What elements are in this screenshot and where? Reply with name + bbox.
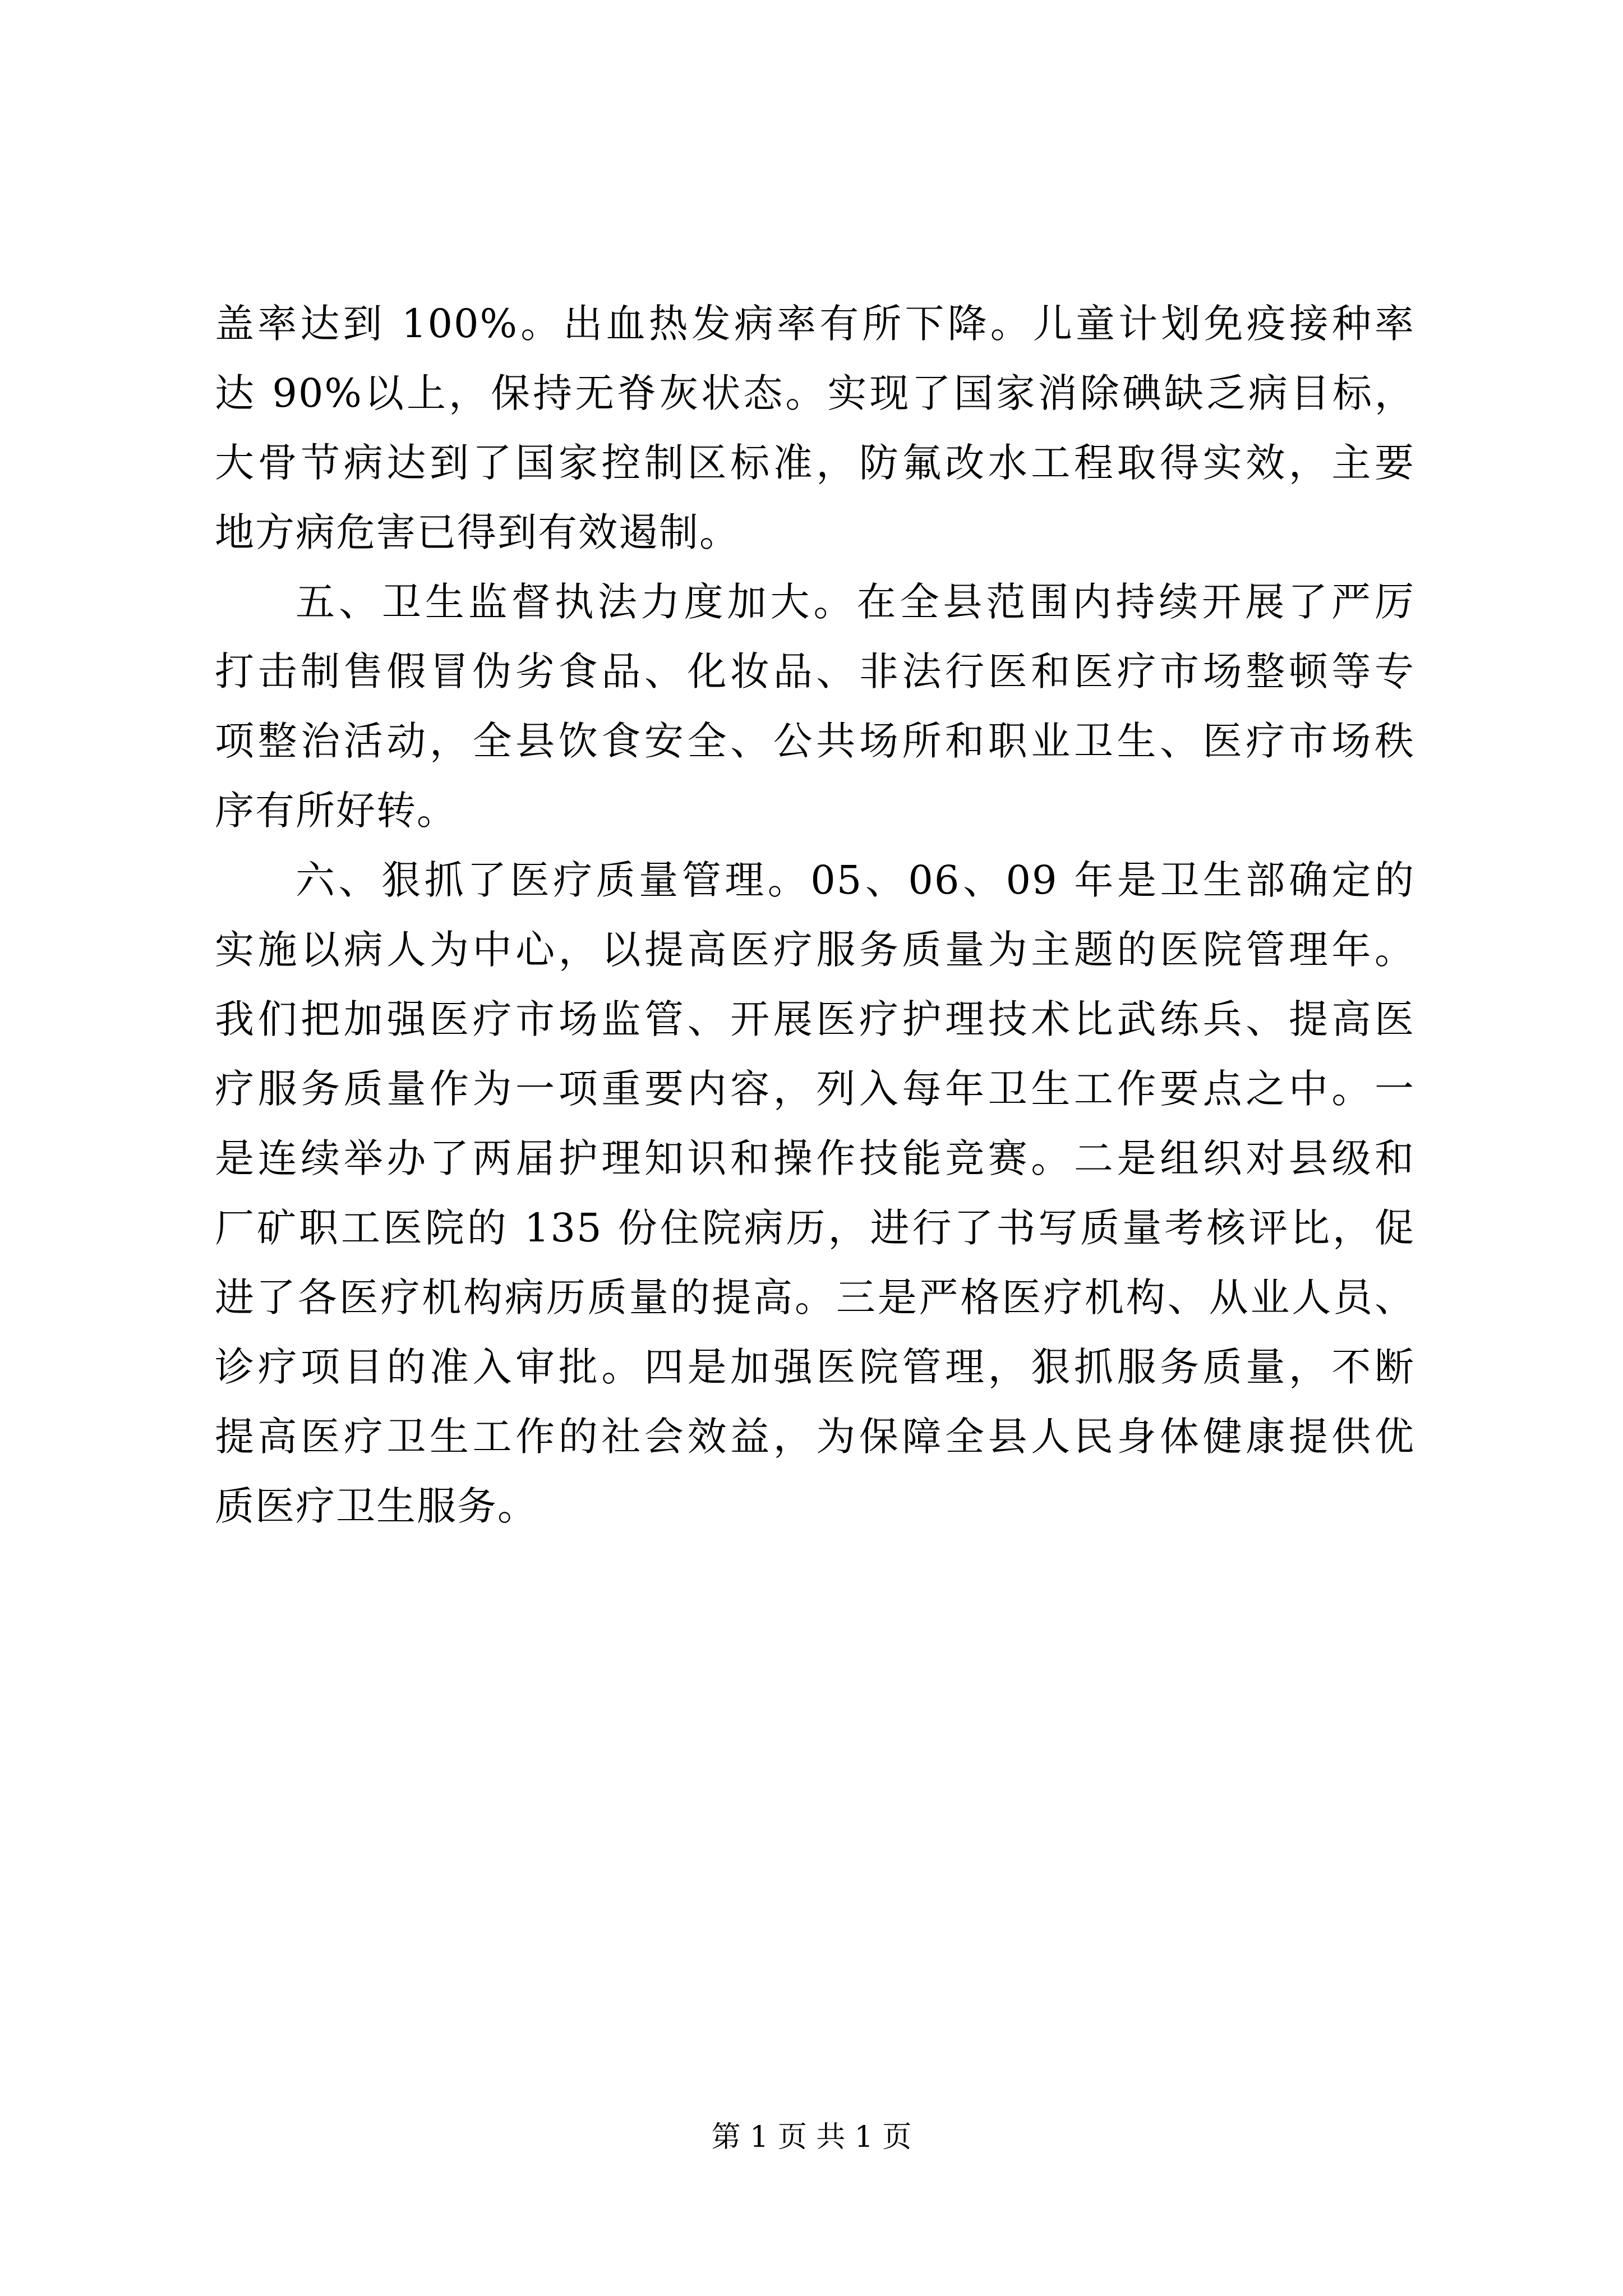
text-line: 盖率达到 100%。出血热发病率有所下降。儿童计划免疫接种率	[215, 301, 1415, 347]
text-line: 地方病危害已得到有效遏制。	[215, 509, 740, 555]
text-line: 提高医疗卫生工作的社会效益，为保障全县人民身体健康提供优	[215, 1414, 1415, 1460]
text-line: 序有所好转。	[215, 788, 457, 834]
text-line: 我们把加强医疗市场监管、开展医疗护理技术比武练兵、提高医	[215, 996, 1415, 1042]
text-line: 诊疗项目的准入审批。四是加强医院管理，狠抓服务质量，不断	[215, 1344, 1415, 1390]
text-line: 质医疗卫生服务。	[215, 1483, 538, 1529]
text-line: 大骨节病达到了国家控制区标准，防氟改水工程取得实效，主要	[215, 440, 1415, 486]
paragraph-1	[215, 289, 1415, 567]
text-line: 厂矿职工医院的 135 份住院病历，进行了书写质量考核评比，促	[215, 1205, 1415, 1251]
paragraph-2	[215, 567, 1415, 845]
text-line: 五、卫生监督执法力度加大。在全县范围内持续开展了严厉	[296, 579, 1415, 625]
text-line: 打击制售假冒伪劣食品、化妆品、非法行医和医疗市场整顿等专	[215, 648, 1415, 694]
text-line: 是连续举办了两届护理知识和操作技能竞赛。二是组织对县级和	[215, 1135, 1415, 1181]
text-line: 六、狠抓了医疗质量管理。05、06、09 年是卫生部确定的	[296, 857, 1415, 903]
page-number-footer: 第 1 页 共 1 页	[711, 2120, 912, 2154]
paragraph-3	[215, 845, 1415, 1541]
text-line: 实施以病人为中心，以提高医疗服务质量为主题的医院管理年。	[215, 927, 1415, 973]
text-line: 项整治活动，全县饮食安全、公共场所和职业卫生、医疗市场秩	[215, 718, 1415, 764]
document-body	[215, 289, 1415, 1541]
text-line: 达 90%以上，保持无脊灰状态。实现了国家消除碘缺乏病目标，	[215, 370, 1415, 416]
text-line: 进了各医疗机构病历质量的提高。三是严格医疗机构、从业人员、	[215, 1274, 1415, 1320]
text-line: 疗服务质量作为一项重要内容，列入每年卫生工作要点之中。一	[215, 1066, 1415, 1112]
